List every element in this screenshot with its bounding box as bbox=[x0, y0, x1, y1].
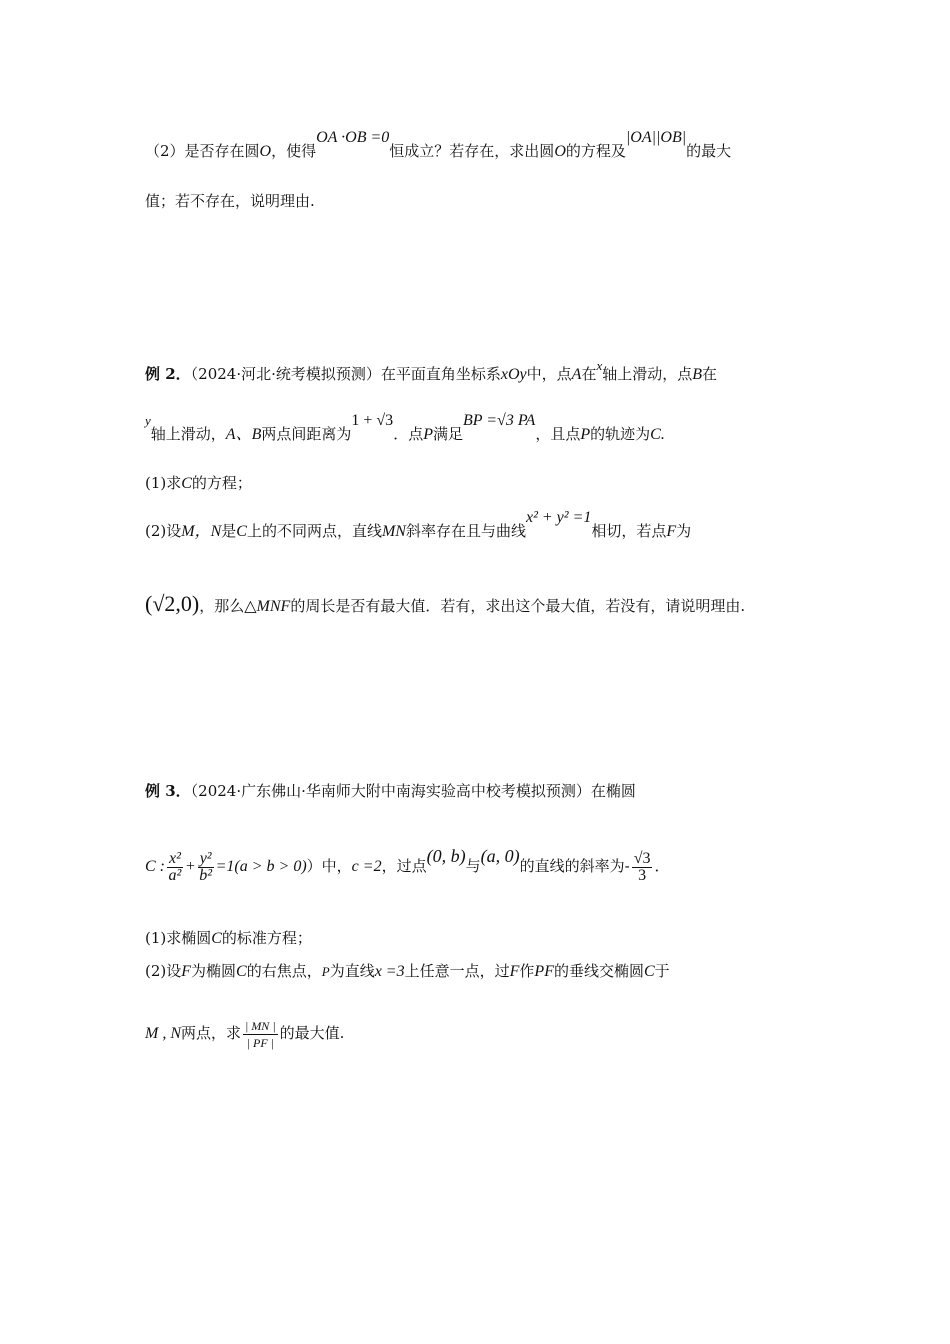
ex2-part1-c: C bbox=[181, 475, 192, 492]
q2-prefix: （2）是否存在圆 bbox=[145, 142, 260, 160]
ex2-y-axis: y bbox=[145, 413, 151, 428]
ex2-label: 例 2． bbox=[145, 365, 191, 383]
ex2-part2-text: 的周长是否有最大值．若有，求出这个最大值，若没有，请说明理由. bbox=[290, 597, 746, 615]
ex2-line-2 bbox=[145, 412, 665, 446]
ex3-point-f: F bbox=[181, 963, 192, 980]
ex3-part2-text: 上任意一点，过 bbox=[404, 962, 510, 980]
q2-abs-expr: |OA||OB| bbox=[625, 129, 687, 146]
ex3-condition: =1(a > b > 0) bbox=[215, 858, 307, 875]
ex2-part2-text: ，那么 bbox=[199, 597, 245, 615]
ex2-part2-text: (2)设 bbox=[145, 522, 182, 540]
ex3-x-eq: x =3 bbox=[374, 963, 405, 980]
ex2-xoy: xOy bbox=[500, 366, 527, 383]
ex2-triangle: △MNF bbox=[244, 598, 291, 615]
ex2-point-b: B bbox=[692, 366, 703, 383]
ex3-text: ． bbox=[654, 857, 670, 875]
ex3-c-eq: c =2 bbox=[351, 858, 382, 875]
ex3-ratio-frac bbox=[243, 1018, 278, 1051]
ex3-ellipse-c-2: C bbox=[236, 963, 247, 980]
ex3-part2-text: 两点，求 bbox=[181, 1024, 242, 1042]
ex3-point-f-2: F bbox=[509, 963, 520, 980]
ex3-plus: + bbox=[184, 858, 196, 875]
ex3-slope-frac bbox=[632, 851, 653, 884]
ex2-text: 在 bbox=[581, 365, 597, 383]
ex3-point-p: P bbox=[321, 964, 330, 979]
q2-circle-o-2: O bbox=[554, 143, 566, 160]
ex2-distance: 1 + √3 bbox=[351, 412, 394, 429]
ex2-line-1 bbox=[145, 358, 718, 386]
ex2-mn-points: M，N bbox=[181, 523, 222, 540]
ex3-part2-text: 的最大值. bbox=[279, 1024, 345, 1042]
ex2-ab: A、B bbox=[225, 426, 262, 443]
ex3-frac-x-num: x² bbox=[169, 849, 181, 867]
ex3-part-1 bbox=[145, 927, 312, 950]
q2-line-1 bbox=[145, 129, 732, 163]
ex2-part2-text: 相切，若点 bbox=[591, 522, 667, 540]
ex2-mn-line: MN bbox=[381, 523, 406, 540]
ex3-frac-x bbox=[167, 851, 183, 884]
ex2-text: 轴上滑动，点 bbox=[602, 365, 693, 383]
ex2-part1-text: (1)求 bbox=[145, 474, 182, 492]
ex2-circle-eq: x² + y² =1 bbox=[525, 509, 592, 526]
ex2-part2-text: 是 bbox=[221, 522, 237, 540]
ex2-text: ，且点 bbox=[535, 425, 581, 443]
ex2-text: 在 bbox=[702, 365, 718, 383]
ex3-part1-text: 的标准方程； bbox=[221, 929, 312, 947]
ex2-x-axis: x bbox=[596, 358, 603, 373]
ex3-ratio-num: | MN | bbox=[245, 1018, 276, 1033]
ex2-bp-eq: BP =√3 PA bbox=[463, 412, 536, 429]
ex2-text: 的轨迹为 bbox=[590, 425, 651, 443]
ex3-part2-text: 为直线 bbox=[329, 962, 375, 980]
ex3-text: ）中， bbox=[306, 857, 352, 875]
ex2-point-f: F bbox=[666, 523, 677, 540]
q2-end-text: 的最大 bbox=[686, 142, 732, 160]
ex3-pf: PF bbox=[534, 963, 554, 980]
q2-dot-product-eq: OA ·OB =0 bbox=[316, 129, 390, 146]
ex3-slope-den: 3 bbox=[638, 866, 647, 884]
ex3-part-2-line-1 bbox=[145, 960, 670, 983]
ex3-frac-y-den: b² bbox=[199, 866, 213, 884]
ex2-point-a: A bbox=[571, 366, 582, 383]
ex3-slope-num: √3 bbox=[633, 849, 651, 867]
q2-circle-o: O bbox=[259, 143, 272, 160]
ex2-point-p: P bbox=[423, 426, 433, 443]
ex2-part2-c: C bbox=[236, 523, 247, 540]
ex2-f-coord: (√2,0) bbox=[145, 591, 200, 616]
ex3-label: 例 3． bbox=[145, 782, 191, 800]
ex3-text: 与 bbox=[465, 857, 481, 875]
ex3-point-2: (a, 0) bbox=[480, 846, 520, 866]
ex2-part2-text: 为 bbox=[676, 522, 692, 540]
q2-mid-text: 恒成立？若存在，求出圆 bbox=[389, 142, 555, 160]
ex3-ellipse-c: C : bbox=[145, 858, 165, 875]
ex2-text: 轴上滑动， bbox=[150, 425, 226, 443]
ex3-part2-text: (2)设 bbox=[145, 962, 182, 980]
q2-text: ，使得 bbox=[271, 142, 317, 160]
q2-line-2 bbox=[145, 190, 315, 212]
ex2-point-p-2: P bbox=[580, 426, 591, 443]
q2-line2-text: 值；若不存在，说明理由. bbox=[145, 192, 315, 210]
ex3-part2-text: 的右焦点， bbox=[246, 962, 322, 980]
ex3-part-2-line-2 bbox=[145, 1015, 344, 1052]
ex2-part2-text: 斜率存在且与曲线 bbox=[405, 522, 526, 540]
ex3-text: 的直线的斜率为- bbox=[519, 857, 630, 875]
ex2-source: （2024·河北·统考模拟预测）在平面直角坐标系 bbox=[190, 365, 501, 383]
ex3-part1-text: (1)求椭圆 bbox=[145, 929, 212, 947]
ex3-point-1: (0, b) bbox=[426, 846, 466, 866]
ex2-part2-text: 上的不同两点，直线 bbox=[246, 522, 382, 540]
ex2-part1-text: 的方程； bbox=[191, 474, 252, 492]
ex2-text: ．点 bbox=[393, 425, 424, 443]
ex3-ratio-den: | PF | bbox=[246, 1035, 274, 1050]
ex2-part-2-line-2 bbox=[145, 593, 745, 618]
q2-tail-text: 的方程及 bbox=[565, 142, 626, 160]
ex3-part2-text: 为椭圆 bbox=[191, 962, 237, 980]
ex3-mn: M , N bbox=[145, 1025, 181, 1042]
ex2-part-2-line-1 bbox=[145, 509, 692, 543]
ex3-source: （2024·广东佛山·华南师大附中南海实验高中校考模拟预测）在椭圆 bbox=[190, 782, 636, 800]
ex3-part2-text: 作 bbox=[519, 962, 535, 980]
ex3-frac-y bbox=[198, 851, 214, 884]
ex2-text: 两点间距离为 bbox=[261, 425, 352, 443]
ex3-line-2 bbox=[145, 847, 669, 885]
ex3-frac-x-den: a² bbox=[168, 866, 182, 884]
ex2-part-1 bbox=[145, 472, 252, 495]
ex3-part1-c: C bbox=[211, 930, 222, 947]
ex3-part2-text: 的垂线交椭圆 bbox=[553, 962, 644, 980]
ex3-line-1 bbox=[145, 780, 636, 802]
ex2-curve-c: C. bbox=[650, 426, 665, 443]
ex3-text: ，过点 bbox=[381, 857, 427, 875]
ex3-ellipse-c-3: C bbox=[643, 963, 655, 980]
ex2-text: 满足 bbox=[432, 425, 463, 443]
ex3-frac-y-num: y² bbox=[199, 849, 212, 867]
ex3-part2-text: 于 bbox=[654, 962, 670, 980]
ex2-text: 中，点 bbox=[526, 365, 572, 383]
